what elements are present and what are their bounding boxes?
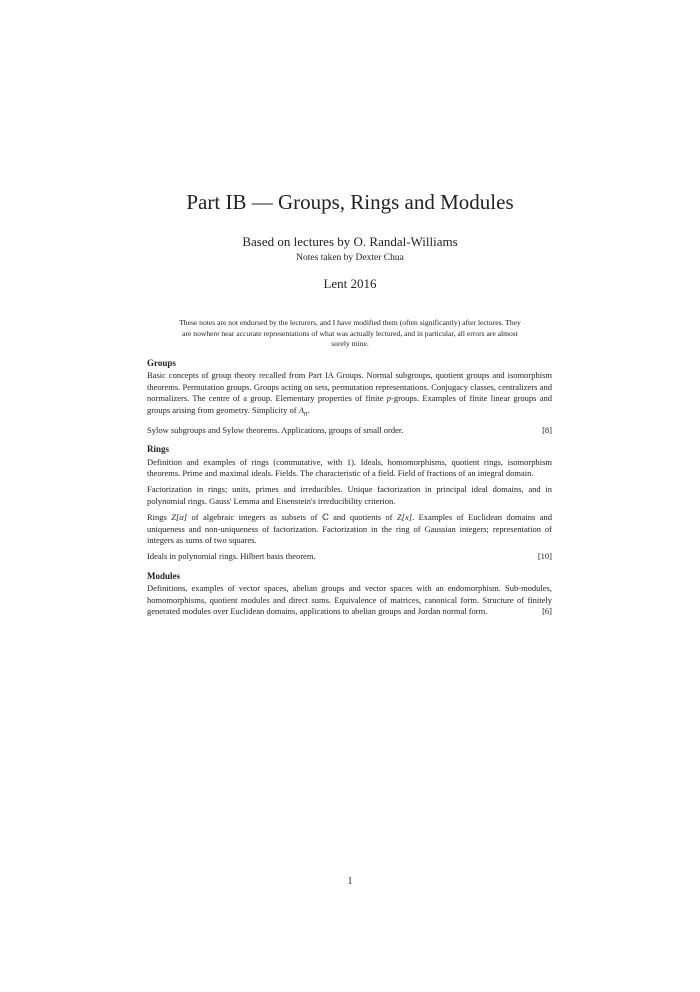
author-line: Based on lectures by O. Randal-Williams	[242, 234, 458, 249]
paragraph	[147, 551, 552, 562]
text-run: . Examples of Euclidean domains and uniqueness and non-uniqueness of factorization. Factorization in the ring of Gaussian integers; representation of integers as sums of two squares.	[147, 512, 552, 545]
text-run: Rings	[147, 512, 172, 523]
text-run: Ideals in polynomial rings. Hilbert basis theorem.	[147, 551, 316, 562]
text-run: Sylow subgroups and Sylow theorems. Applications, groups of small order.	[147, 424, 404, 435]
term-line: Lent 2016	[323, 276, 377, 291]
section-modules	[147, 571, 552, 618]
math-z-alpha: Z[α]	[171, 512, 188, 523]
section-title: Modules	[147, 570, 181, 581]
section-rings	[147, 444, 552, 563]
text-run: -groups. Examples of finite linear groups and groups arising from geometry. Simplicity of	[147, 393, 552, 415]
text-run: Definitions, examples of vector spaces, abelian groups and vector spaces with an endomorphism. Sub-modules, homomorphisms, quotient modules and direct sums. Equivalence of matrices, canonical form. Structure of finitely generated modules over Euclidean domains, applications to abelian groups and Jordan normal form.	[147, 583, 552, 616]
page-number: 1	[347, 876, 353, 887]
paragraph	[147, 425, 552, 436]
notes-taker-line: Notes taken by Dexter Chua	[296, 253, 404, 263]
math-c: ℂ	[321, 512, 329, 523]
paragraph: Definition and examples of rings (commutative, with 1). Ideals, homomorphisms, quotient rings, isomorphism theorems. Prime and maximal ideals. Fields. The characteristic of a field. Field of fractions of an integral domain.	[147, 456, 552, 478]
text-run: Basic concepts of group theory recalled from Part IA Groups. Normal subgroups, quotient groups and isomorphism theorems. Permutation groups. Groups acting on sets, permutation representations. Conjugacy classes, centralizers and normalizers. The centre of a group. Elementary properties of finite	[147, 370, 552, 404]
math-z-x: Z[x]	[396, 512, 413, 523]
lecture-hours: [10]	[537, 551, 552, 562]
math-n: n	[303, 409, 308, 418]
disclaimer: These notes are not endorsed by the lecturers, and I have modified them (often significantly) after lectures. They are nowhere near accurate representations of what was actually lectured, and in particular, all errors are almost surely mine.	[179, 318, 521, 348]
section-title: Rings	[147, 444, 170, 455]
math-a: A	[298, 404, 304, 415]
paragraph	[147, 370, 552, 419]
math-p: p	[386, 393, 391, 404]
paragraph	[147, 583, 552, 617]
section-title: Groups	[147, 358, 176, 368]
section-groups	[147, 358, 552, 436]
lecture-hours: [8]	[542, 424, 552, 435]
paragraph	[147, 512, 552, 546]
text-run: of algebraic integers as subsets of	[187, 512, 322, 523]
document-title: Part IB — Groups, Rings and Modules	[186, 190, 514, 214]
paragraph: Factorization in rings; units, primes and irreducibles. Unique factorization in principal ideal domains, and in polynomial rings. Gauss' Lemma and Eisenstein's irreducibility criterion.	[147, 484, 552, 506]
text-run: and quotients of	[328, 512, 397, 523]
lecture-hours: [6]	[542, 606, 552, 616]
syllabus-body	[147, 358, 552, 625]
text-run: .	[307, 404, 310, 415]
